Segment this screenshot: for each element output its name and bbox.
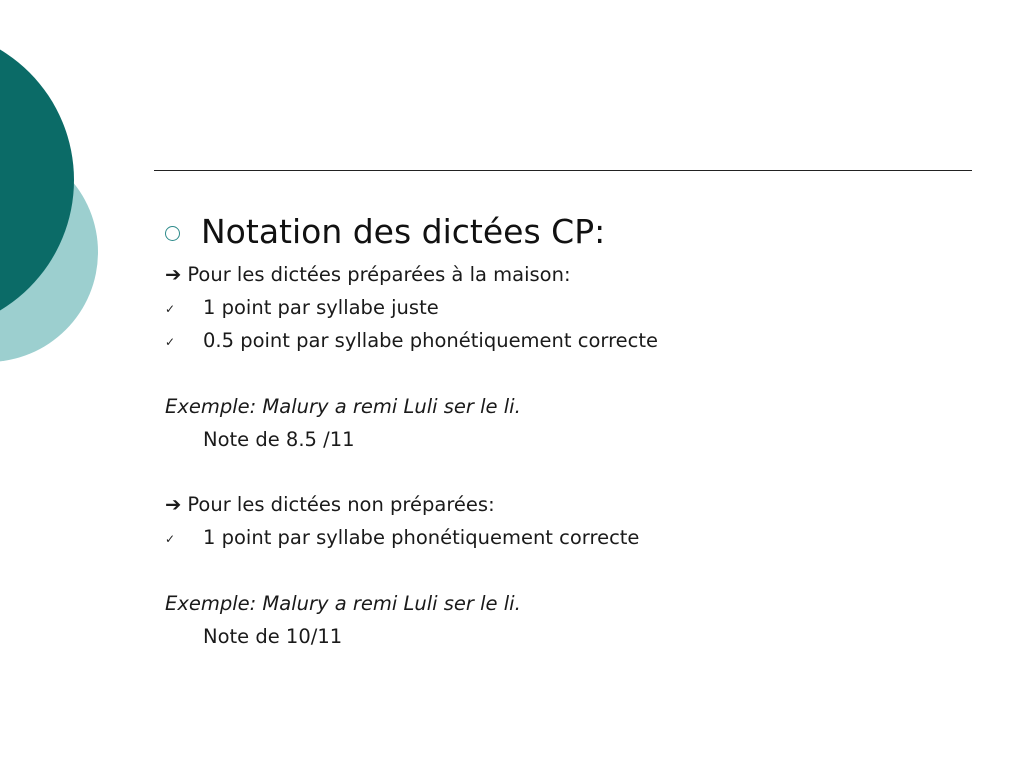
- section1-item-2: 0.5 point par syllabe phonétiquement correcte: [203, 329, 659, 352]
- section2-item-1: 1 point par syllabe phonétiquement correcte: [203, 526, 640, 549]
- section1-example: Exemple: Malury a remi Luli ser le li.: [165, 395, 521, 418]
- section1-title-line: [165, 262, 571, 288]
- slide-heading: Notation des dictées CP:: [201, 212, 606, 251]
- checkmark-icon: ✓: [165, 335, 176, 349]
- section2-title: Pour les dictées non préparées:: [187, 493, 495, 516]
- section2-title-line: [165, 492, 495, 518]
- checkmark-icon: ✓: [165, 532, 176, 546]
- decorative-circles: [0, 0, 110, 420]
- title-divider: [154, 170, 972, 171]
- heading-row: [165, 210, 605, 254]
- section1-item-1: 1 point par syllabe juste: [203, 296, 439, 319]
- hollow-circle-icon: [165, 226, 180, 241]
- section1-note: Note de 8.5 /11: [203, 428, 355, 451]
- section2-example: Exemple: Malury a remi Luli ser le li.: [165, 592, 521, 615]
- section1-title: Pour les dictées préparées à la maison:: [187, 263, 571, 286]
- section2-note: Note de 10/11: [203, 625, 343, 648]
- checkmark-icon: ✓: [165, 302, 176, 316]
- right-arrow-icon: ➔: [165, 263, 182, 286]
- right-arrow-icon: ➔: [165, 493, 182, 516]
